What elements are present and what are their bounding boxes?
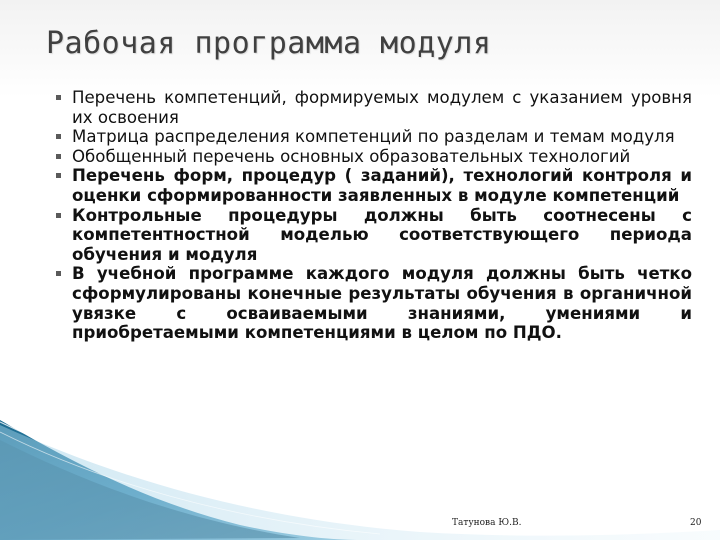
square-bullet-icon <box>56 173 61 178</box>
square-bullet-icon <box>56 134 61 139</box>
bullet-item <box>52 88 692 127</box>
square-bullet-icon <box>56 95 61 100</box>
bullet-item <box>52 147 692 167</box>
bullet-text: Контрольные процедуры должны быть соотнесены с компетентностной моделью соответствующего периода обучения и модуля <box>72 205 692 264</box>
bullet-text: Обобщенный перечень основных образовательных технологий <box>72 146 631 166</box>
bullet-item <box>52 206 692 265</box>
slide-title: Рабочая программа модуля <box>46 26 492 61</box>
bullet-text: Матрица распределения компетенций по разделам и темам модуля <box>72 127 675 147</box>
footer-author: Татунова Ю.В. <box>452 518 522 528</box>
bullet-list <box>52 88 692 343</box>
decorative-wave <box>0 420 720 540</box>
bullet-item <box>52 264 692 342</box>
bullet-text: Перечень компетенций, формируемых модулем с указанием уровня их освоения <box>72 88 692 127</box>
bullet-text: В учебной программе каждого модуля должны быть четко сформулированы конечные результаты обучения в органичной увязке с осваиваемыми знаниями, умениями и приобретаемыми компетенциями в целом по ПДО. <box>72 264 692 343</box>
square-bullet-icon <box>56 213 61 218</box>
square-bullet-icon <box>56 271 61 276</box>
bullet-item <box>52 127 692 147</box>
bullet-text: Перечень форм, процедур ( заданий), технологий контроля и оценки сформированности заявленных в модуле компетенций <box>72 166 692 205</box>
bullet-item <box>52 166 692 205</box>
page-number: 20 <box>690 518 702 528</box>
square-bullet-icon <box>56 154 61 159</box>
